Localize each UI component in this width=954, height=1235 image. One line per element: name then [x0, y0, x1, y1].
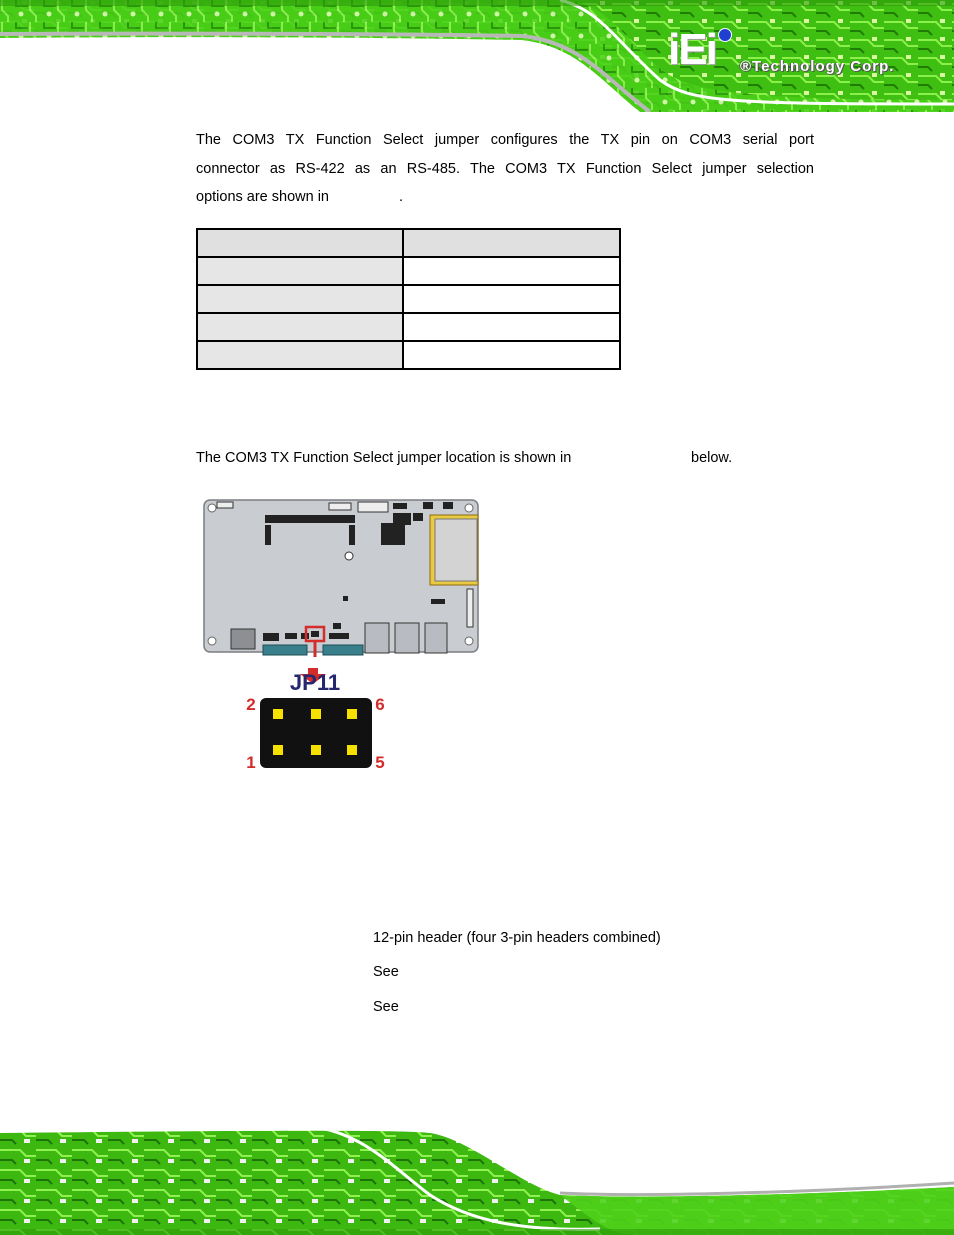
- table-cell: [403, 229, 620, 257]
- table-row: [197, 285, 620, 313]
- table-row: [197, 257, 620, 285]
- pin-3: [311, 745, 321, 755]
- jumper-settings-table: [196, 228, 621, 370]
- jp11-label: JP11: [289, 670, 341, 695]
- pin-label-1: 1: [246, 753, 256, 772]
- intro-paragraph: [196, 126, 814, 212]
- table-cell: [197, 341, 403, 369]
- table-row: [197, 341, 620, 369]
- logo-dot: [718, 28, 732, 42]
- table-cell: [197, 229, 403, 257]
- pin-label-5: 5: [375, 753, 385, 772]
- table-cell: [197, 257, 403, 285]
- location-below: below.: [691, 450, 733, 466]
- pin-1: [273, 745, 283, 755]
- spec-see-2: See: [373, 999, 399, 1015]
- iei-logo: [668, 25, 918, 80]
- pin-6: [347, 709, 357, 719]
- jp11-jumper-diagram: [240, 668, 390, 773]
- table-row: [197, 313, 620, 341]
- pin-4: [311, 709, 321, 719]
- pin-label-2: 2: [246, 695, 256, 714]
- table-cell: [403, 313, 620, 341]
- pin-label-6: 6: [375, 695, 385, 714]
- intro-line-3-end: .: [399, 189, 404, 205]
- table-cell: [403, 341, 620, 369]
- logo-mark: iEi: [668, 25, 716, 74]
- pin-5: [347, 745, 357, 755]
- motherboard-illustration: [203, 499, 479, 657]
- footer-pcb-banner: [0, 1125, 954, 1235]
- jumper-header-body: [260, 698, 372, 768]
- intro-line-2: connector as RS-422 as an RS-485. The COM3 TX Function Select jumper selection: [196, 160, 814, 177]
- pin-2: [273, 709, 283, 719]
- location-text: The COM3 TX Function Select jumper location is shown in: [196, 450, 572, 466]
- intro-line-1: The COM3 TX Function Select jumper configures the TX pin on COM3 serial port: [196, 132, 814, 148]
- logo-text: ®Technology Corp.: [740, 58, 895, 75]
- spec-header-type: 12-pin header (four 3-pin headers combined): [373, 930, 661, 946]
- location-sentence: [196, 450, 733, 466]
- intro-line-3: [196, 183, 814, 212]
- intro-line-3-start: options are shown in: [196, 189, 329, 205]
- table-cell: [197, 313, 403, 341]
- table-header-row: [197, 229, 620, 257]
- table-cell: [403, 257, 620, 285]
- table-cell: [197, 285, 403, 313]
- table-cell: [403, 285, 620, 313]
- spec-see-1: See: [373, 964, 399, 980]
